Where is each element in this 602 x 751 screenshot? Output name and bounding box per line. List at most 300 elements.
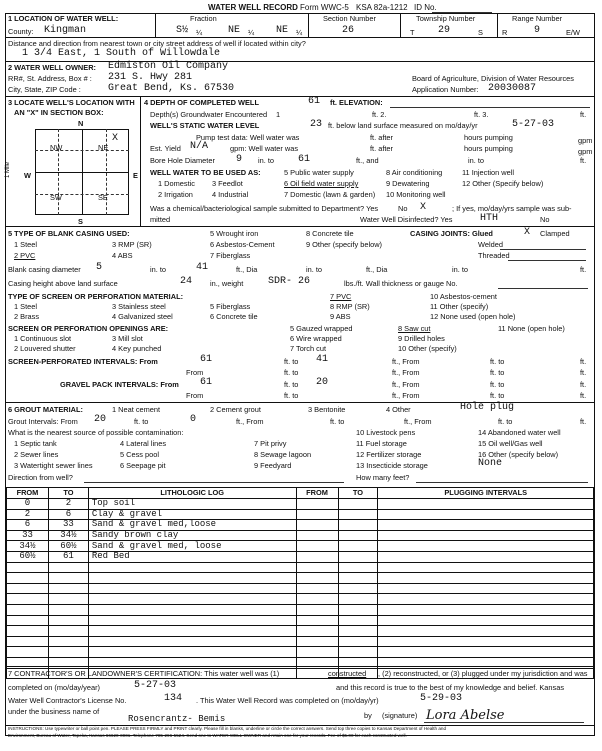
use-9[interactable]: 9 Dewatering bbox=[386, 179, 430, 188]
city-label: City, State, ZIP Code : bbox=[8, 85, 81, 94]
yield-after: ft. after bbox=[370, 144, 394, 153]
cell-from[interactable] bbox=[7, 583, 49, 594]
cell-from[interactable] bbox=[7, 604, 49, 615]
depth-value[interactable]: 61 bbox=[308, 96, 321, 107]
cell-from[interactable] bbox=[7, 594, 49, 605]
cell-lithology[interactable]: Sand & gravel med,loose bbox=[88, 520, 296, 531]
cell-plug-to[interactable] bbox=[338, 541, 378, 552]
use-6[interactable]: 6 Oil field water supply bbox=[284, 179, 359, 188]
contractor-signature: Lora Abelse bbox=[426, 708, 505, 723]
diameter-to-value[interactable]: 41 bbox=[196, 262, 209, 273]
cell-plug-from[interactable] bbox=[296, 520, 338, 531]
cell-plugging[interactable] bbox=[378, 604, 594, 615]
cell-lithology[interactable]: Clay & gravel bbox=[88, 509, 296, 520]
chem-no-x[interactable]: X bbox=[420, 202, 427, 213]
cell-plugging[interactable] bbox=[378, 499, 594, 510]
contam-13[interactable]: 13 Insecticide storage bbox=[356, 461, 428, 470]
completed-label: completed on (mo/day/year) bbox=[8, 683, 101, 692]
compass-s: S bbox=[78, 217, 83, 226]
form-number: Form WWC-5 bbox=[300, 3, 349, 12]
use-2[interactable]: 2 Irrigation bbox=[158, 190, 193, 199]
contamination-label: What is the nearest source of possible contamination: bbox=[8, 428, 184, 437]
cell-from[interactable]: 60½ bbox=[7, 551, 49, 562]
cell-plug-to[interactable] bbox=[338, 615, 378, 626]
opening-5[interactable]: 5 Gauzed wrapped bbox=[290, 324, 353, 333]
cell-plugging[interactable] bbox=[378, 541, 594, 552]
screen-ft-2: ft. bbox=[580, 368, 587, 377]
screen-11[interactable]: 11 Other (specify) bbox=[430, 302, 489, 311]
screen-4[interactable]: 4 Galvanized steel bbox=[112, 312, 173, 321]
direction-field[interactable] bbox=[84, 482, 344, 483]
cell-to[interactable] bbox=[48, 573, 88, 584]
cell-plug-from[interactable] bbox=[296, 551, 338, 562]
yield-label: Est. Yield bbox=[150, 144, 181, 153]
cell-plug-from[interactable] bbox=[296, 636, 338, 647]
casing-9[interactable]: 9 Other (specify below) bbox=[306, 240, 382, 249]
pump-gpm: gpm bbox=[578, 136, 593, 145]
contam-8[interactable]: 8 Sewage lagoon bbox=[254, 450, 312, 459]
cell-lithology[interactable] bbox=[88, 626, 296, 637]
header-to: TO bbox=[48, 488, 88, 499]
grout-to-value[interactable]: 0 bbox=[190, 414, 197, 425]
business-label: under the business name of bbox=[8, 707, 100, 716]
cell-to[interactable] bbox=[48, 626, 88, 637]
screen-ft-to-4: ft. to bbox=[490, 368, 505, 377]
gauge-field[interactable] bbox=[498, 288, 588, 289]
use-12[interactable]: 12 Other (Specify below) bbox=[462, 179, 544, 188]
cell-plugging[interactable] bbox=[378, 562, 594, 573]
diameter-value[interactable]: 5 bbox=[96, 262, 103, 273]
table-row bbox=[7, 541, 594, 552]
bore-ft: ft. bbox=[580, 156, 587, 165]
cell-to[interactable] bbox=[48, 647, 88, 658]
use-5[interactable]: 5 Public water supply bbox=[284, 168, 354, 177]
cell-plugging[interactable] bbox=[378, 573, 594, 584]
cell-plugging[interactable] bbox=[378, 615, 594, 626]
contam-1[interactable]: 1 Septic tank bbox=[14, 439, 57, 448]
cell-plug-to[interactable] bbox=[338, 636, 378, 647]
contam-7[interactable]: 7 Pit privy bbox=[254, 439, 287, 448]
cell-plug-to[interactable] bbox=[338, 509, 378, 520]
gravel-to-value[interactable]: 20 bbox=[316, 377, 329, 388]
screen-3[interactable]: 3 Stainless steel bbox=[112, 302, 166, 311]
header-plug-to: TO bbox=[338, 488, 378, 499]
bore-label: Bore Hole Diameter bbox=[150, 156, 215, 165]
section-3-label: 3 LOCATE WELL'S LOCATION WITH bbox=[8, 98, 135, 107]
lithologic-log-table bbox=[6, 487, 594, 679]
opening-7[interactable]: 7 Torch cut bbox=[290, 344, 327, 353]
fraction-quarter-2: ¼ bbox=[248, 28, 255, 37]
bore-to-value[interactable]: 61 bbox=[298, 154, 311, 165]
screen-ft: ft. bbox=[580, 357, 587, 366]
cell-plug-to[interactable] bbox=[338, 551, 378, 562]
header-from: FROM bbox=[7, 488, 49, 499]
opening-3[interactable]: 3 Mill slot bbox=[112, 334, 143, 343]
yield-gpm-label: gpm: Well water was bbox=[230, 144, 299, 153]
groundwater-label: Depth(s) Groundwater Encountered bbox=[150, 110, 268, 119]
board-label: Board of Agriculture, Division of Water Resources bbox=[412, 74, 574, 83]
chem-mitted: mitted bbox=[150, 215, 171, 224]
openings-label: SCREEN OR PERFORATION OPENINGS ARE: bbox=[8, 324, 169, 333]
township-value[interactable]: 29 bbox=[438, 25, 451, 36]
disinfected-no: No bbox=[540, 215, 550, 224]
county-label: County: bbox=[8, 27, 34, 36]
elevation-label: ft. ELEVATION: bbox=[330, 98, 383, 107]
contam-2[interactable]: 2 Sewer lines bbox=[14, 450, 59, 459]
cert-line-1a: 7 CONTRACTOR'S OR LANDOWNER'S CERTIFICATION: This water well was (1) bbox=[8, 669, 280, 678]
fraction-q3[interactable]: NE bbox=[276, 25, 289, 36]
gravel-ft-from: ft., From bbox=[392, 380, 420, 389]
joints-clamped[interactable]: Clamped bbox=[540, 229, 570, 238]
cell-lithology[interactable] bbox=[88, 636, 296, 647]
bore-in-to-2: in. to bbox=[468, 156, 485, 165]
diameter-ft: ft. bbox=[580, 265, 587, 274]
screen-8[interactable]: 8 RMP (SR) bbox=[330, 302, 370, 311]
grout-2[interactable]: 2 Cement grout bbox=[210, 405, 261, 414]
grout-ft-to-3: ft. to bbox=[498, 417, 513, 426]
pump-test-label: Pump test data: Well water was bbox=[196, 133, 300, 142]
direction-label: Direction from well? bbox=[8, 473, 73, 482]
screen-12[interactable]: 12 None used (open hole) bbox=[430, 312, 516, 321]
fraction-quarter-1: ¼ bbox=[196, 28, 203, 37]
bore-value[interactable]: 9 bbox=[236, 154, 243, 165]
casing-6[interactable]: 6 Asbestos-Cement bbox=[210, 240, 275, 249]
cell-from[interactable] bbox=[7, 615, 49, 626]
joints-welded[interactable]: Welded bbox=[478, 240, 503, 249]
cell-plug-from[interactable] bbox=[296, 583, 338, 594]
screen-10[interactable]: 10 Asbestos-cement bbox=[430, 292, 497, 301]
cell-to[interactable] bbox=[48, 562, 88, 573]
opening-10[interactable]: 10 Other (specify) bbox=[398, 344, 457, 353]
cell-plugging[interactable] bbox=[378, 636, 594, 647]
cell-plug-to[interactable] bbox=[338, 626, 378, 637]
cell-lithology[interactable] bbox=[88, 594, 296, 605]
screen-ft-to-2: ft. to bbox=[490, 357, 505, 366]
cell-plug-from[interactable] bbox=[296, 530, 338, 541]
section-2-label: 2 WATER WELL OWNER: bbox=[8, 63, 96, 72]
table-row bbox=[7, 626, 594, 637]
quadrant-ne: NE bbox=[98, 143, 109, 152]
cell-from[interactable]: 6 bbox=[7, 520, 49, 531]
screen-9[interactable]: 9 ABS bbox=[330, 312, 351, 321]
section-3-label-2: AN "X" IN SECTION BOX: bbox=[14, 108, 104, 117]
cell-to[interactable]: 33 bbox=[48, 520, 88, 531]
use-10[interactable]: 10 Monitoring well bbox=[386, 190, 446, 199]
table-row bbox=[7, 573, 594, 584]
well-location-x: X bbox=[112, 133, 119, 144]
gravel-label: GRAVEL PACK INTERVALS: From bbox=[60, 380, 179, 389]
cell-to[interactable] bbox=[48, 636, 88, 647]
address-value[interactable]: 231 S. Hwy 281 bbox=[108, 72, 193, 83]
county-value[interactable]: Kingman bbox=[44, 25, 87, 36]
cell-plugging[interactable] bbox=[378, 551, 594, 562]
casing-1[interactable]: 1 Steel bbox=[14, 240, 38, 249]
static-date-value[interactable]: 5-27-03 bbox=[512, 119, 555, 130]
table-row bbox=[7, 509, 594, 520]
screen-type-label: TYPE OF SCREEN OR PERFORATION MATERIAL: bbox=[8, 292, 184, 301]
cell-to[interactable]: 61 bbox=[48, 551, 88, 562]
grout-ft-from-2: ft., From bbox=[404, 417, 432, 426]
casing-8[interactable]: 8 Concrete tile bbox=[306, 229, 354, 238]
compass-n: N bbox=[78, 119, 84, 128]
owner-value[interactable]: Edmiston Oil Company bbox=[108, 61, 229, 72]
cell-plug-to[interactable] bbox=[338, 647, 378, 658]
cell-plug-to[interactable] bbox=[338, 562, 378, 573]
screen-1[interactable]: 1 Steel bbox=[14, 302, 38, 311]
table-row bbox=[7, 499, 594, 510]
contam-6[interactable]: 6 Seepage pit bbox=[120, 461, 166, 470]
grout-4[interactable]: 4 Other bbox=[386, 405, 411, 414]
contam-16[interactable]: 16 Other (specify below) bbox=[478, 450, 559, 459]
fraction-q2[interactable]: NE bbox=[228, 25, 241, 36]
chem-sample-label: Was a chemical/bacteriological sample submitted to Department? Yes bbox=[150, 204, 379, 213]
section-1-label: 1 LOCATION OF WATER WELL: bbox=[8, 14, 119, 23]
fraction-q1[interactable]: S½ bbox=[176, 25, 189, 36]
grout-other-value[interactable]: Hole plug bbox=[460, 402, 515, 413]
height-tail: in., weight bbox=[210, 279, 244, 288]
cell-plug-to[interactable] bbox=[338, 594, 378, 605]
cell-to[interactable] bbox=[48, 604, 88, 615]
grout-from-value[interactable]: 20 bbox=[94, 414, 107, 425]
cell-from[interactable] bbox=[7, 573, 49, 584]
use-1[interactable]: 1 Domestic bbox=[158, 179, 195, 188]
cert-line-3b: . This Water Well Record was completed on (mo/day/yr) bbox=[196, 696, 379, 705]
cell-plug-to[interactable] bbox=[338, 499, 378, 510]
cell-plug-to[interactable] bbox=[338, 604, 378, 615]
cell-plugging[interactable] bbox=[378, 520, 594, 531]
application-number-value[interactable]: 20030087 bbox=[488, 83, 537, 94]
groundwater-3: ft. 3. bbox=[474, 110, 489, 119]
cell-plug-from[interactable] bbox=[296, 509, 338, 520]
chem-tail: ; If yes, mo/day/yrs sample was sub- bbox=[452, 204, 572, 213]
header-plugging-intervals: PLUGGING INTERVALS bbox=[378, 488, 594, 499]
elevation-field[interactable] bbox=[390, 107, 590, 108]
cell-plug-from[interactable] bbox=[296, 594, 338, 605]
yield-gpm: gpm bbox=[578, 147, 593, 156]
business-value[interactable]: Rosencrantz- Bemis bbox=[128, 714, 226, 724]
cell-lithology[interactable]: Sandy brown clay bbox=[88, 530, 296, 541]
cell-to[interactable]: 34½ bbox=[48, 530, 88, 541]
weight-tail: lbs./ft. Wall thickness or gauge No. bbox=[344, 279, 458, 288]
section-5-label: 5 TYPE OF BLANK CASING USED: bbox=[8, 229, 130, 238]
cell-lithology[interactable]: Red Bed bbox=[88, 551, 296, 562]
section-number-label: Section Number bbox=[323, 14, 376, 23]
casing-5[interactable]: 5 Wrought iron bbox=[210, 229, 259, 238]
casing-7[interactable]: 7 Fiberglass bbox=[210, 251, 251, 260]
use-8[interactable]: 8 Air conditioning bbox=[386, 168, 443, 177]
opening-11[interactable]: 11 None (open hole) bbox=[498, 324, 565, 333]
opening-1[interactable]: 1 Continuous slot bbox=[14, 334, 72, 343]
cell-to[interactable] bbox=[48, 594, 88, 605]
opening-6[interactable]: 6 Wire wrapped bbox=[290, 334, 342, 343]
use-4[interactable]: 4 Industrial bbox=[212, 190, 249, 199]
cell-to[interactable]: 6 bbox=[48, 509, 88, 520]
cell-from[interactable] bbox=[7, 562, 49, 573]
cell-from[interactable]: 2 bbox=[7, 509, 49, 520]
cell-lithology[interactable] bbox=[88, 583, 296, 594]
cell-plug-from[interactable] bbox=[296, 604, 338, 615]
cell-to[interactable]: 60½ bbox=[48, 541, 88, 552]
cell-plugging[interactable] bbox=[378, 647, 594, 658]
table-row bbox=[7, 551, 594, 562]
cell-plug-from[interactable] bbox=[296, 573, 338, 584]
cell-lithology[interactable] bbox=[88, 562, 296, 573]
license-value[interactable]: 134 bbox=[164, 693, 183, 704]
cell-to[interactable] bbox=[48, 615, 88, 626]
contam-14[interactable]: 14 Abandoned water well bbox=[478, 428, 561, 437]
height-value[interactable]: 24 bbox=[180, 276, 193, 287]
gravel-ft: ft. bbox=[580, 380, 587, 389]
cell-plugging[interactable] bbox=[378, 530, 594, 541]
cell-plug-from[interactable] bbox=[296, 562, 338, 573]
screen-5[interactable]: 5 Fiberglass bbox=[210, 302, 251, 311]
instructions-line-1: INSTRUCTIONS: Use typewriter or ball point pen. PLEASE PRESS FIRMLY and PRINT clearly. Please fill in blanks, underline or circle the correct answers. Send top three copies to Kansas Department of Health and bbox=[8, 726, 447, 731]
range-number-label: Range Number bbox=[512, 14, 563, 23]
cell-from[interactable] bbox=[7, 636, 49, 647]
screen-ft-from: ft., From bbox=[392, 357, 420, 366]
casing-2[interactable]: 2 PVC bbox=[14, 251, 36, 260]
section-number-value[interactable]: 26 bbox=[342, 25, 355, 36]
header-lithologic-log: LITHOLOGIC LOG bbox=[88, 488, 296, 499]
table-row bbox=[7, 530, 594, 541]
instructions-line-2: Environment, Bureau of Water, Topeka, Kansas 66620-0001. Telephone 785-296-5524. Send one to WATER WELL OWNER and retain one for your records. Fee of $5.00 for each constructed well. bbox=[8, 733, 407, 738]
how-many-feet-label: How many feet? bbox=[356, 473, 410, 482]
screen-7[interactable]: 7 PVC bbox=[330, 292, 352, 301]
bore-tail: ft., and bbox=[356, 156, 379, 165]
range-r-label: R bbox=[502, 28, 508, 37]
weight-value[interactable]: SDR- 26 bbox=[268, 276, 311, 287]
screen-ft-to-3: ft. to bbox=[284, 368, 299, 377]
cell-plug-from[interactable] bbox=[296, 615, 338, 626]
distance-value[interactable]: 1 3/4 East, 1 South of Willowdale bbox=[22, 48, 221, 59]
contam-5[interactable]: 5 Cess pool bbox=[120, 450, 160, 459]
cell-lithology[interactable]: Sand & gravel med, loose bbox=[88, 541, 296, 552]
cell-plugging[interactable] bbox=[378, 626, 594, 637]
use-3[interactable]: 3 Feedlot bbox=[212, 179, 243, 188]
gravel-from-value[interactable]: 61 bbox=[200, 377, 213, 388]
range-value[interactable]: 9 bbox=[534, 25, 541, 36]
how-many-feet-field[interactable] bbox=[416, 482, 588, 483]
quadrant-sw: SW bbox=[50, 193, 62, 202]
grout-3[interactable]: 3 Bentonite bbox=[308, 405, 346, 414]
cell-plug-from[interactable] bbox=[296, 541, 338, 552]
screen-ft-from-2: ft., From bbox=[392, 368, 420, 377]
cell-from[interactable]: 34½ bbox=[7, 541, 49, 552]
cell-lithology[interactable] bbox=[88, 615, 296, 626]
grout-ft-to: ft. to bbox=[134, 417, 149, 426]
cell-from[interactable] bbox=[7, 647, 49, 658]
contam-9[interactable]: 9 Feedyard bbox=[254, 461, 292, 470]
screen-to-value[interactable]: 41 bbox=[316, 354, 329, 365]
cell-plugging[interactable] bbox=[378, 583, 594, 594]
screen-from-value[interactable]: 61 bbox=[200, 354, 213, 365]
gravel-ft-to-3: ft. to bbox=[284, 391, 299, 400]
record-date-value[interactable]: 5-29-03 bbox=[420, 693, 463, 704]
joints-glued-x[interactable]: X bbox=[524, 227, 531, 238]
gravel-ft-to-2: ft. to bbox=[490, 380, 505, 389]
distance-label: Distance and direction from nearest town or city street address of well if located within city? bbox=[8, 39, 306, 48]
contam-other-value[interactable]: None bbox=[478, 458, 503, 469]
cell-plug-from[interactable] bbox=[296, 499, 338, 510]
cell-from[interactable]: 0 bbox=[7, 499, 49, 510]
opening-8[interactable]: 8 Saw cut bbox=[398, 324, 431, 333]
cell-lithology[interactable] bbox=[88, 647, 296, 658]
table-row bbox=[7, 636, 594, 647]
table-row bbox=[7, 583, 594, 594]
by-label: by bbox=[364, 711, 372, 720]
opening-4[interactable]: 4 Key punched bbox=[112, 344, 162, 353]
township-t-label: T bbox=[410, 28, 415, 37]
cell-to[interactable]: 2 bbox=[48, 499, 88, 510]
casing-3[interactable]: 3 RMP (SR) bbox=[112, 240, 152, 249]
table-row bbox=[7, 562, 594, 573]
cell-plug-to[interactable] bbox=[338, 530, 378, 541]
screen-6[interactable]: 6 Concrete tile bbox=[210, 312, 258, 321]
static-level-tail: ft. below land surface measured on mo/day/yr bbox=[328, 121, 478, 130]
fraction-label: Fraction bbox=[190, 14, 217, 23]
cell-lithology[interactable] bbox=[88, 604, 296, 615]
static-level-value[interactable]: 23 bbox=[310, 119, 323, 130]
cell-plug-to[interactable] bbox=[338, 520, 378, 531]
cert-constructed[interactable]: constructed bbox=[328, 669, 367, 678]
cell-to[interactable] bbox=[48, 583, 88, 594]
cell-lithology[interactable] bbox=[88, 573, 296, 584]
cell-from[interactable]: 33 bbox=[7, 530, 49, 541]
diameter-tail-2: ft., Dia bbox=[366, 265, 388, 274]
grout-intervals-label: Grout Intervals: From bbox=[8, 417, 78, 426]
cell-plugging[interactable] bbox=[378, 594, 594, 605]
grout-ft-from: ft., From bbox=[236, 417, 264, 426]
cell-plug-from[interactable] bbox=[296, 647, 338, 658]
cell-plug-from[interactable] bbox=[296, 626, 338, 637]
contam-3[interactable]: 3 Watertight sewer lines bbox=[14, 461, 93, 470]
contam-12[interactable]: 12 Fertilizer storage bbox=[356, 450, 422, 459]
gravel-from-2: From bbox=[186, 391, 204, 400]
joints-threaded[interactable]: Threaded bbox=[478, 251, 510, 260]
contam-11[interactable]: 11 Fuel storage bbox=[356, 439, 407, 448]
contam-15[interactable]: 15 Oil well/Gas well bbox=[478, 439, 543, 448]
height-label: Casing height above land surface bbox=[8, 279, 118, 288]
cell-lithology[interactable]: Top soil bbox=[88, 499, 296, 510]
gravel-ft-2: ft. bbox=[580, 391, 587, 400]
yield-hours: hours pumping bbox=[464, 144, 513, 153]
opening-9[interactable]: 9 Drilled holes bbox=[398, 334, 445, 343]
completed-value[interactable]: 5-27-03 bbox=[134, 680, 177, 691]
disinfected-value[interactable]: HTH bbox=[480, 213, 499, 224]
opening-2[interactable]: 2 Louvered shutter bbox=[14, 344, 76, 353]
contam-10[interactable]: 10 Livestock pens bbox=[356, 428, 416, 437]
screen-2[interactable]: 2 Brass bbox=[14, 312, 40, 321]
signature-label: (signature) bbox=[382, 711, 418, 720]
bore-in-to: in. to bbox=[258, 156, 275, 165]
use-11[interactable]: 11 Injection well bbox=[462, 168, 515, 177]
cell-plugging[interactable] bbox=[378, 509, 594, 520]
yield-value[interactable]: N/A bbox=[190, 141, 209, 152]
cell-from[interactable] bbox=[7, 626, 49, 637]
use-7[interactable]: 7 Domestic (lawn & garden) bbox=[284, 190, 376, 199]
contam-4[interactable]: 4 Lateral lines bbox=[120, 439, 167, 448]
city-value[interactable]: Great Bend, Ks. 67530 bbox=[108, 83, 235, 94]
screen-intervals-label: SCREEN-PERFORATED INTERVALS: From bbox=[8, 357, 158, 366]
casing-4[interactable]: 4 ABS bbox=[112, 251, 133, 260]
cell-plug-to[interactable] bbox=[338, 583, 378, 594]
township-number-label: Township Number bbox=[416, 14, 476, 23]
township-s-label: S bbox=[478, 28, 483, 37]
cell-plug-to[interactable] bbox=[338, 573, 378, 584]
grout-1[interactable]: 1 Neat cement bbox=[112, 405, 161, 414]
header-plug-from: FROM bbox=[296, 488, 338, 499]
section-6-label: 6 GROUT MATERIAL: bbox=[8, 405, 83, 414]
